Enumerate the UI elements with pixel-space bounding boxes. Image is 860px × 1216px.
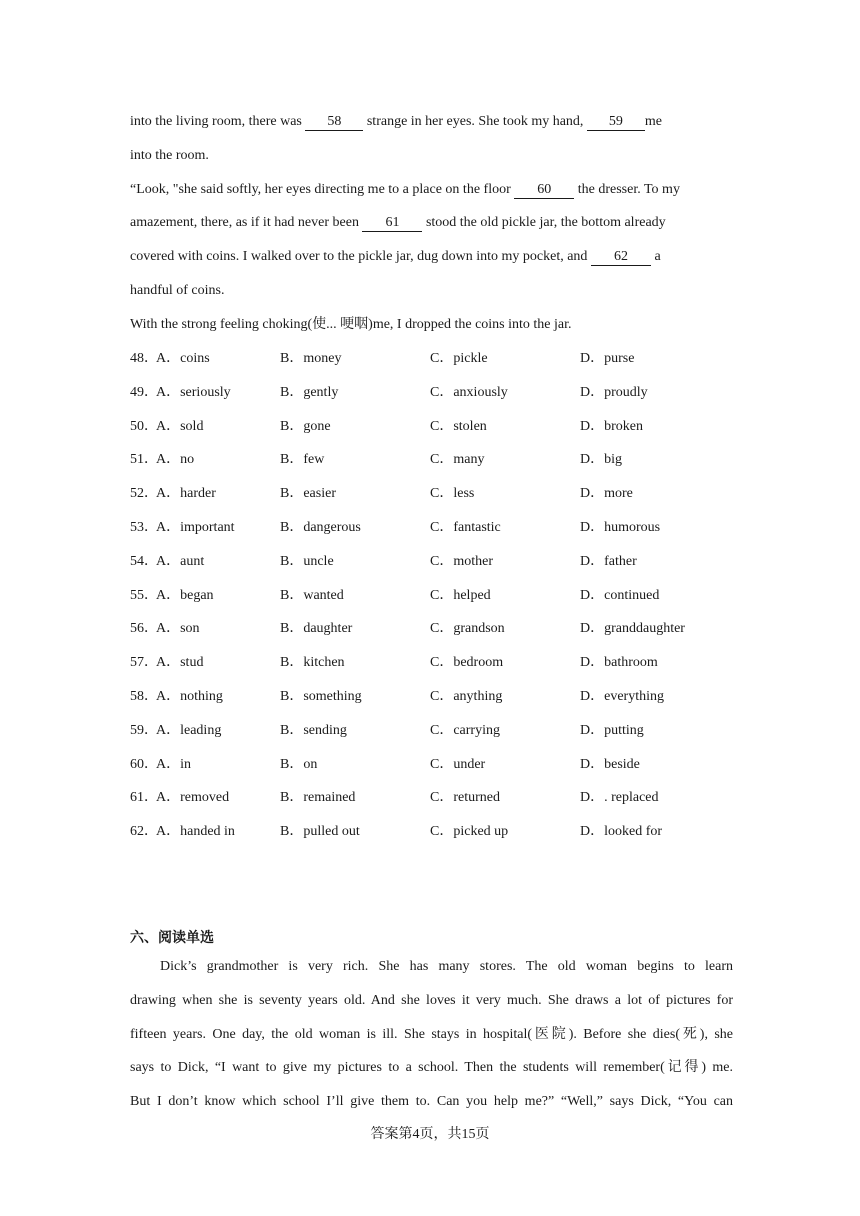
blank-62: 62: [591, 249, 651, 266]
option-c: C．mother: [430, 553, 493, 569]
option-c: C．fantastic: [430, 520, 501, 535]
option-a: A．sold: [156, 418, 204, 434]
option-c: C．helped: [430, 587, 491, 603]
section-line: Dick’s grandmother is very rich. She has many stores. The old woman begins to learn: [160, 959, 733, 974]
option-b: B．kitchen: [280, 655, 345, 671]
passage-line: “Look, "she said softly, her eyes directing me to a place on the floor 60 the dresser. To my: [130, 182, 680, 197]
option-b: B．wanted: [280, 587, 344, 603]
option-a: A．removed: [156, 790, 230, 806]
option-b: B．something: [280, 689, 362, 704]
question-number: 62．: [130, 824, 158, 840]
option-a: A．important: [156, 520, 235, 535]
blank-60: 60: [514, 182, 574, 199]
question-row: [130, 755, 733, 775]
option-b: B．dangerous: [280, 520, 361, 535]
option-d: D．proudly: [580, 384, 648, 400]
question-number: 50．: [130, 418, 158, 434]
option-b: B．remained: [280, 790, 356, 806]
option-b: B．pulled out: [280, 824, 360, 840]
page-footer: 答案第4页，共15页: [370, 1127, 490, 1142]
question-row: [130, 450, 733, 470]
question-row: [130, 552, 733, 572]
question-number: 48．: [130, 351, 158, 366]
question-row: [130, 518, 733, 538]
option-c: C．bedroom: [430, 655, 504, 671]
passage-line: amazement, there, as if it had never been 61 stood the old pickle jar, the bottom already: [130, 215, 666, 230]
question-number: 57．: [130, 655, 158, 671]
option-b: B．daughter: [280, 621, 353, 637]
option-b: B．gently: [280, 384, 339, 400]
section-line: fifteen years. One day, the old woman is ill. She stays in hospital(医院). Before she dies(死), she: [130, 1026, 733, 1042]
question-number: 59．: [130, 722, 158, 738]
option-a: A．harder: [156, 486, 216, 502]
passage-line: handful of coins.: [130, 283, 225, 298]
question-row: [130, 383, 733, 403]
option-a: A．in: [156, 756, 191, 772]
option-d: D．purse: [580, 351, 635, 366]
passage-line: With the strong feeling choking(使... 哽咽)me, I dropped the coins into the jar.: [130, 317, 572, 332]
question-number: 61．: [130, 790, 158, 806]
option-d: D．broken: [580, 418, 643, 434]
question-number: 55．: [130, 587, 158, 603]
option-b: B．few: [280, 452, 325, 468]
blank-61: 61: [362, 215, 422, 232]
section-line: drawing when she is seventy years old. And she loves it very much. She draws a lot of pictures for: [130, 992, 733, 1008]
option-b: B．easier: [280, 486, 336, 502]
option-a: A．coins: [156, 351, 210, 366]
option-c: C．stolen: [430, 418, 487, 434]
option-d: D．putting: [580, 722, 644, 738]
question-number: 54．: [130, 553, 158, 569]
question-row: [130, 822, 733, 842]
passage-line: into the living room, there was 58 strange in her eyes. She took my hand, 59 me: [130, 114, 663, 129]
option-d: D．father: [580, 553, 637, 569]
question-row: [130, 586, 733, 606]
option-a: A．son: [156, 621, 200, 637]
option-d: D．bathroom: [580, 655, 658, 671]
option-d: D．looked for: [580, 824, 663, 840]
blank-59: 59: [587, 114, 645, 131]
option-d: D．humorous: [580, 520, 661, 535]
question-row: [130, 788, 733, 808]
option-a: A．aunt: [156, 553, 205, 569]
option-b: B．sending: [280, 722, 347, 738]
option-a: A．began: [156, 587, 214, 603]
question-row: [130, 721, 733, 741]
question-row: [130, 417, 733, 437]
option-c: C．returned: [430, 790, 500, 806]
option-c: C．many: [430, 452, 485, 468]
option-d: D．beside: [580, 756, 640, 772]
option-c: C．anxiously: [430, 384, 508, 400]
option-c: C．grandson: [430, 621, 505, 637]
option-c: C．under: [430, 756, 486, 772]
option-a: A．nothing: [156, 689, 223, 704]
option-a: A．leading: [156, 722, 222, 738]
option-b: B．on: [280, 756, 318, 772]
section-line: says to Dick, “I want to give my pictures to a school. Then the students will remember(记得) me.: [130, 1060, 733, 1076]
blank-58: 58: [305, 114, 363, 131]
option-a: A．no: [156, 452, 195, 468]
option-b: B．uncle: [280, 553, 334, 569]
question-number: 60．: [130, 756, 158, 772]
option-a: A．handed in: [156, 824, 235, 840]
question-number: 58．: [130, 689, 158, 704]
option-d: D．everything: [580, 689, 664, 704]
question-row: [130, 484, 733, 504]
section-title: 六、阅读单选: [130, 930, 214, 946]
passage-line: covered with coins. I walked over to the pickle jar, dug down into my pocket, and 62 a: [130, 249, 661, 264]
option-d: D．continued: [580, 587, 660, 603]
option-c: C．anything: [430, 689, 503, 704]
question-row: [130, 687, 733, 707]
option-d: D．big: [580, 452, 622, 468]
option-d: D．. replaced: [580, 790, 659, 806]
option-c: C．less: [430, 486, 475, 502]
question-row: [130, 653, 733, 673]
option-c: C．carrying: [430, 722, 500, 738]
question-number: 49．: [130, 384, 158, 400]
question-number: 53．: [130, 520, 158, 535]
question-row: [130, 349, 733, 369]
option-d: D．more: [580, 486, 633, 502]
passage-line: into the room.: [130, 148, 209, 163]
question-row: [130, 619, 733, 639]
option-d: D．granddaughter: [580, 621, 685, 637]
question-number: 52．: [130, 486, 158, 502]
option-b: B．money: [280, 351, 342, 366]
question-number: 51．: [130, 452, 158, 468]
section-line: But I don’t know which school I’ll give them to. Can you help me?” “Well,” says Dick, “You can: [130, 1094, 733, 1110]
option-c: C．pickle: [430, 351, 488, 366]
option-a: A．stud: [156, 655, 204, 671]
option-c: C．picked up: [430, 824, 509, 840]
option-a: A．seriously: [156, 384, 231, 400]
option-b: B．gone: [280, 418, 331, 434]
question-number: 56．: [130, 621, 158, 637]
